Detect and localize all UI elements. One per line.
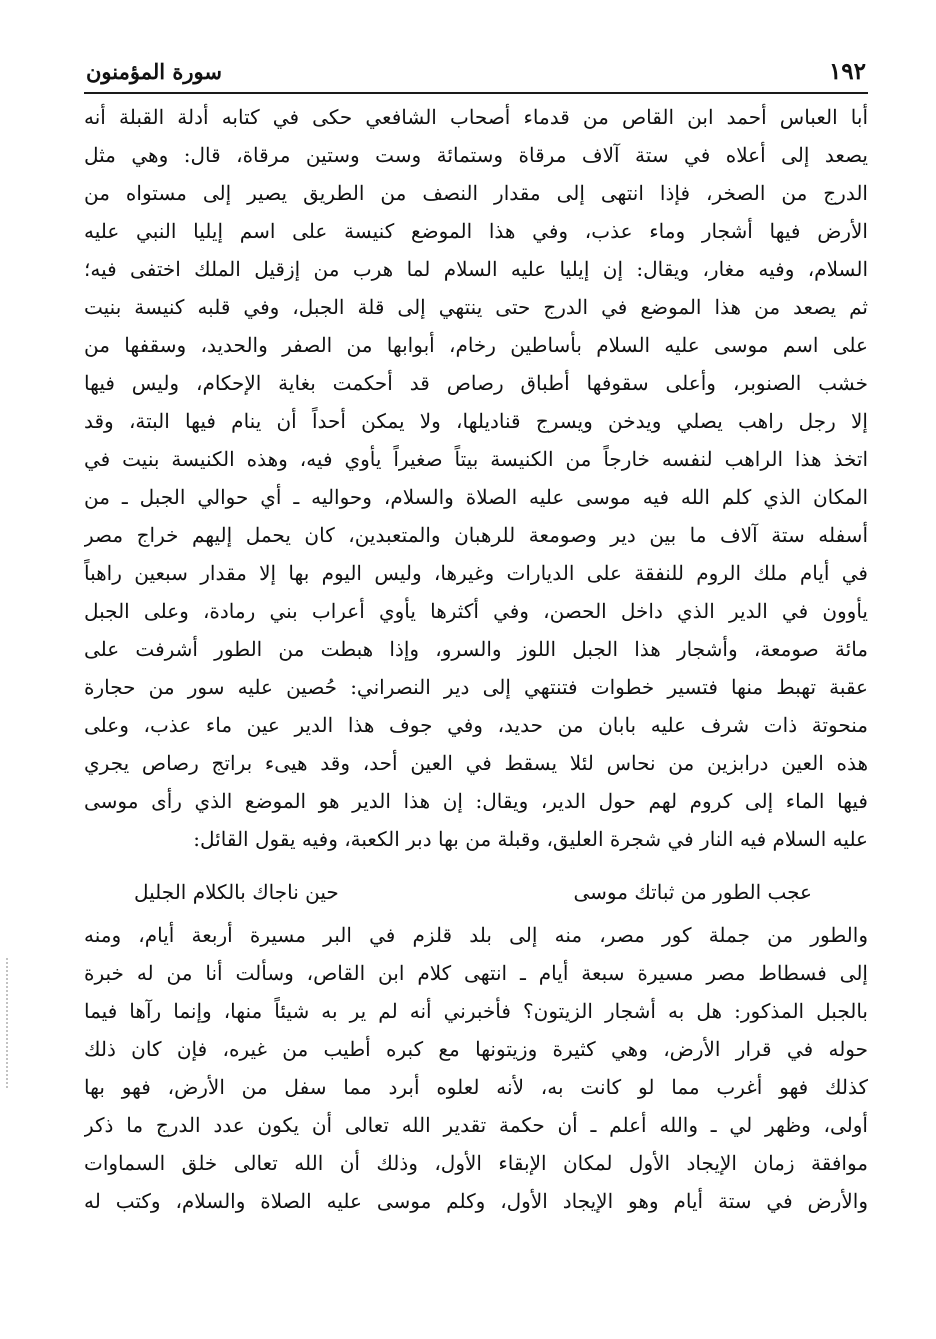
text-line: موافقة زمان الإيجاد الأول لمكان الإبقاء الأول، وذلك أن الله تعالى خلق السماوات bbox=[84, 1151, 868, 1175]
text-line: عقبة تهبط منها فتسير خطوات فتنتهي إلى دير النصراني: حُصين عليه سور من حجارة bbox=[84, 675, 868, 699]
text-line: على اسم موسى عليه السلام بأساطين رخام، أبوابها من الصفر والحديد، وسقفها من bbox=[84, 333, 868, 357]
running-title: سورة المؤمنون bbox=[86, 59, 222, 84]
poetry-verse bbox=[84, 872, 868, 912]
text-line: منحوتة ذات شرف عليه بابان من حديد، وفي جوف هذا الدير عين ماء عذب، وعلى bbox=[84, 713, 868, 737]
scan-edge-marks bbox=[6, 958, 12, 1088]
paragraph-2 bbox=[84, 916, 868, 1220]
text-line: بالجبل المذكور: هل به أشجار الزيتون؟ فأخبرني أنه لم ير به شيئاً منها، وإنما رآها فيما bbox=[84, 999, 868, 1023]
text-line: هذه العين درابزين من نحاس لئلا يسقط في العين أحد، وقد هيىء براتج رصاص يجري bbox=[84, 751, 868, 775]
text-line: المكان الذي كلم الله فيه موسى عليه الصلاة والسلام، وحواليه ـ أي حوالي الجبل ـ من bbox=[84, 485, 868, 509]
main-text bbox=[84, 98, 868, 1220]
text-line: والطور من جملة كور مصر، منه إلى بلد قلزم في البر مسيرة أربعة أيام، ومنه bbox=[84, 923, 868, 947]
text-line: مائة صومعة، وأشجار هذا الجبل اللوز والسرو، وإذا هبطت من الطور أشرفت على bbox=[84, 637, 868, 661]
text-line: يصعد إلى أعلاه في ستة آلاف مرقاة وستمائة وست وستين مرقاة، قال: وهي مثل bbox=[84, 143, 868, 167]
text-line: خشب الصنوبر، وأعلى سقوفها أطباق رصاص قد أحكمت بغاية الإحكام، وليس فيها bbox=[84, 371, 868, 395]
text-line: إلا رجل راهب يصلي ويدخن ويسرج قناديلها، ولا يمكن أحداً أن ينام فيها البتة، وقد bbox=[84, 409, 868, 433]
text-line: أولى، وظهر لي ـ والله أعلم ـ أن حكمة تقدير الله تعالى أن يكون عدد الدرج ما ذكر bbox=[84, 1113, 868, 1137]
page-header bbox=[86, 58, 866, 86]
paragraph-1 bbox=[84, 98, 868, 858]
text-line: في أيام ملك الروم للنفقة على الديارات وغيرها، وليس اليوم بها إلا مقدار سبعين راهباً bbox=[84, 561, 868, 585]
text-line: اتخذ هذا الراهب لنفسه خارجاً من الكنيسة بيتاً صغيراً يأوي فيه، وهذه الكنيسة بنيت في bbox=[84, 447, 868, 471]
text-line: السلام، وفيه مغار، ويقال: إن إيليا عليه السلام لما هرب من إزقيل الملك اختفى فيه؛ bbox=[84, 257, 868, 281]
header-divider bbox=[84, 92, 868, 94]
text-line: يأوون في الدير الذي داخل الحصن، وفي أكثرها يأوي أعراب بني رمادة، وعلى الجبل bbox=[84, 599, 868, 623]
page-number: ١٩٢ bbox=[828, 58, 866, 85]
verse-second-hemistich: حين ناجاك بالكلام الجليل bbox=[134, 880, 339, 904]
verse-first-hemistich: عجب الطور من ثباتك موسى bbox=[573, 880, 812, 904]
text-line: إلى فسطاط مصر مسيرة سبعة أيام ـ انتهى كلام ابن القاص، وسألت أنا من له خبرة bbox=[84, 961, 868, 985]
text-line: أبا العباس أحمد ابن القاص من قدماء أصحاب الشافعي حكى في كتابه أدلة القبلة أنه bbox=[84, 105, 868, 129]
text-line: فيها الماء إلى كروم لهم حول الدير، ويقال: إن هذا الدير هو الموضع الذي رأى موسى bbox=[84, 789, 868, 813]
text-line: حوله في قرار الأرض، وهي كثيرة وزيتونها مع كبره أطيب من غيره، فإن كان ذلك bbox=[84, 1037, 868, 1061]
text-line: والأرض في ستة أيام وهو الإيجاد الأول، وكلم موسى عليه الصلاة والسلام، وكتب له bbox=[84, 1189, 868, 1213]
text-line: الدرج من الصخر، فإذا انتهى إلى مقدار النصف من الطريق يصير إلى مستواه من bbox=[84, 181, 868, 205]
text-line: أسفله ستة آلاف ما بين دير وصومعة للرهبان والمتعبدين، كان يحمل إليهم خراج مصر bbox=[84, 523, 868, 547]
text-line: الأرض فيها أشجار وماء عذب، وفي هذا الموضع كنيسة على اسم إيليا النبي عليه bbox=[84, 219, 868, 243]
text-line: كذلك فهو أغرب مما لو كانت به، لأنه لعلوه أبرد مما سفل من الأرض، فهو بها bbox=[84, 1075, 868, 1099]
text-line: عليه السلام فيه النار في شجرة العليق، وقبلة من بها دبر الكعبة، وفيه يقول القائل: bbox=[193, 827, 868, 851]
text-line: ثم يصعد من هذا الموضع في الدرج حتى ينتهي إلى قلة الجبل، وفي قلبه كنيسة بنيت bbox=[84, 295, 868, 319]
